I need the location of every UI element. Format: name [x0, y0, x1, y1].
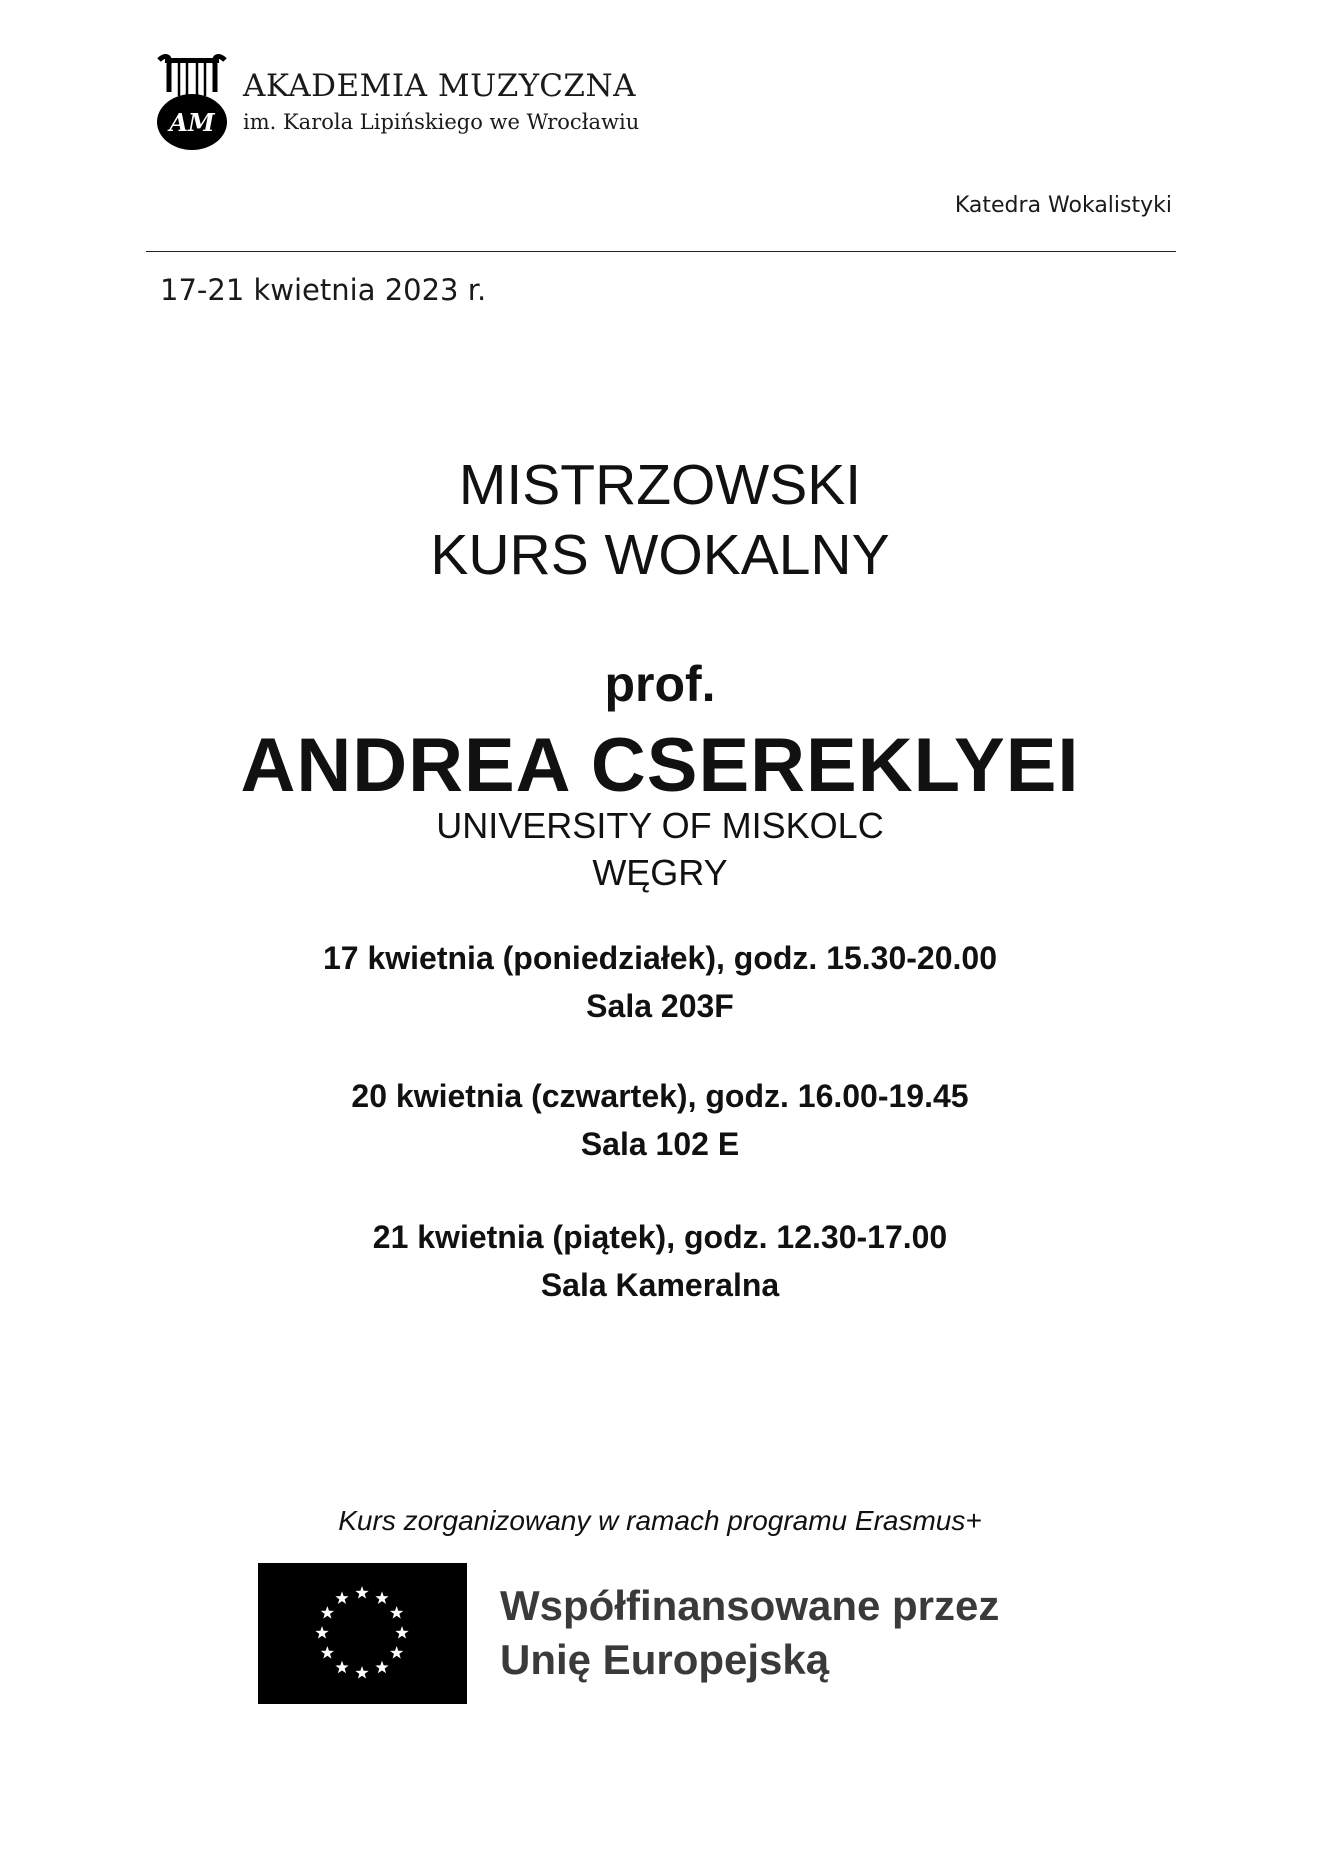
session-date: 21 kwietnia (piątek), godz. 12.30-17.00 — [372, 1219, 948, 1255]
logo-monogram: AM — [169, 108, 215, 137]
title-line-2: KURS WOKALNY — [430, 523, 890, 587]
eu-star — [375, 1591, 388, 1604]
session-date: 20 kwietnia (czwartek), godz. 16.00-19.45 — [351, 1078, 969, 1114]
eu-flag-icon — [258, 1563, 467, 1704]
session-room: Sala Kameralna — [540, 1267, 780, 1303]
eu-cofunded-line-1: Współfinansowane przez — [500, 1582, 1000, 1629]
org-subtitle: im. Karola Lipińskiego we Wrocławiu — [243, 110, 640, 134]
eu-star — [395, 1626, 408, 1639]
org-name: AKADEMIA MUZYCZNA — [243, 68, 636, 104]
eu-star — [355, 1666, 368, 1679]
session-room: Sala 102 E — [580, 1126, 740, 1162]
eu-star — [335, 1661, 348, 1674]
instructor-name: ANDREA CSEREKLYEI — [240, 723, 1080, 808]
session-date: 17 kwietnia (poniedziałek), godz. 15.30-20.00 — [322, 940, 997, 976]
title-line-1: MISTRZOWSKI — [458, 453, 862, 517]
eu-star — [315, 1626, 328, 1639]
session-room: Sala 203F — [586, 988, 734, 1024]
eu-cofunded-line-2: Unię Europejską — [500, 1636, 830, 1683]
header-divider — [146, 251, 1176, 252]
eu-star — [390, 1646, 403, 1659]
eu-star — [390, 1606, 403, 1619]
event-dates: 17-21 kwietnia 2023 r. — [160, 273, 487, 307]
eu-star — [321, 1646, 334, 1659]
instructor-honorific: prof. — [604, 656, 716, 712]
erasmus-note: Kurs zorganizowany w ramach programu Erasmus+ — [338, 1505, 982, 1536]
department: Katedra Wokalistyki — [954, 193, 1172, 218]
lyre-logo-icon — [155, 52, 229, 152]
eu-star — [355, 1586, 368, 1599]
eu-star — [335, 1591, 348, 1604]
eu-star — [375, 1661, 388, 1674]
instructor-country: WĘGRY — [592, 852, 728, 893]
instructor-university: UNIVERSITY OF MISKOLC — [436, 805, 884, 846]
eu-star — [321, 1606, 334, 1619]
